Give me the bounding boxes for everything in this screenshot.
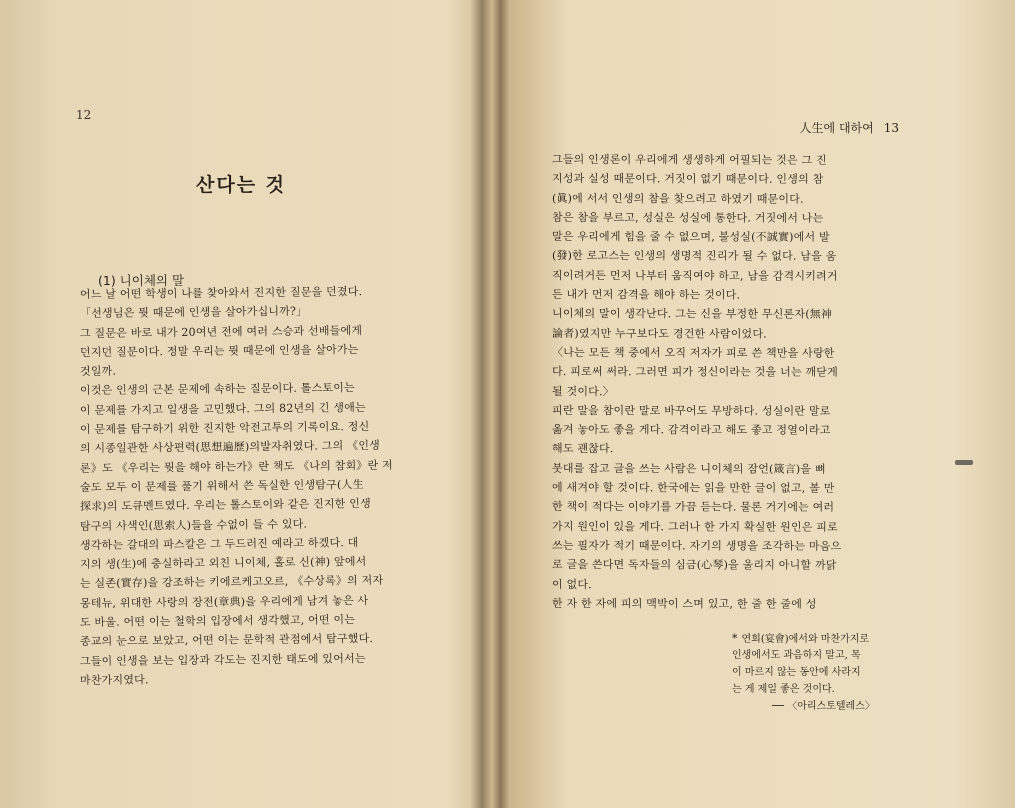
text-line: 직이려거든 먼저 나부터 움직여야 하고, 남을 감격시키려거 (551, 268, 838, 283)
section-heading: (1) 니이체의 말 (98, 273, 185, 288)
text-line: 論者)였지만 누구보다도 경건한 사람이었다. (551, 326, 767, 341)
footnote-quote (732, 630, 932, 715)
text-line: 종교의 눈으로 보았고, 어떤 이는 문학적 관점에서 탐구했다. (79, 632, 374, 649)
footnote-line: 이 마르지 않는 동안에 사라지 (732, 667, 861, 678)
text-line: 그 질문은 바로 내가 20여년 전에 여러 스승과 선배들에게 (79, 323, 363, 340)
text-line: 이 없다. (551, 577, 592, 591)
text-line: 〈나는 모든 책 중에서 오직 저자가 피로 쓴 책만을 사랑한 (551, 345, 835, 360)
text-line: 지의 생(生)에 충실하라고 외친 니이체, 홀로 신(神) 앞에서 (79, 555, 367, 572)
footnote-line: * 연회(宴會)에서와 마찬가지로 (732, 632, 870, 645)
text-line: 이것은 인생의 근본 문제에 속하는 질문이다. 톨스토이는 (79, 381, 355, 398)
text-line: 몽테뉴, 위대한 사랑의 장전(章典)을 우리에게 남겨 놓은 사 (79, 593, 369, 610)
running-head-title: 人生에 대하여 (799, 121, 874, 135)
text-line: 는 실존(實存)을 강조하는 키에르케고오르, 《수상록》의 저자 (79, 574, 384, 591)
text-line: 로 글을 쓴다면 독자들의 심금(心琴)을 울리지 아니할 까닭 (551, 558, 837, 572)
left-body-text (80, 285, 440, 690)
page-number-right: 13 (883, 121, 899, 135)
text-line: 쓰는 필자가 적기 때문이다. 자기의 생명을 조각하는 마음으 (551, 538, 842, 553)
text-line: 이 문제를 가지고 일생을 고민했다. 그의 82년의 긴 생애는 (79, 400, 366, 417)
text-line: 도 바울. 어떤 이는 철학의 입장에서 생각했고, 어떤 이는 (79, 613, 356, 630)
running-head (800, 119, 899, 136)
text-line: 「선생님은 뭣 때문에 인생을 살아가십니까?」 (79, 304, 308, 321)
chapter-title: 산다는 것 (196, 174, 287, 196)
text-line: 탐구의 사색인(思索人)들을 수없이 들 수 있다. (79, 517, 308, 533)
text-line: 니이체의 말이 생각난다. 그는 신을 부정한 무신론자(無神 (551, 307, 833, 322)
text-line: 술도 모두 이 문제를 풀기 위해서 쓴 독실한 인생탐구(人生 (79, 477, 364, 494)
text-line: 에 새겨야 할 것이다. 한국에는 읽을 만한 글이 없고, 볼 만 (551, 481, 835, 495)
text-line: 옮겨 놓아도 좋을 게다. 감격이라고 해도 좋고 정열이라고 (551, 423, 831, 437)
text-line: (眞)에 서서 인생의 참을 찾으려고 하였기 때문이다. (551, 191, 804, 206)
text-line: 말은 우리에게 힘을 줄 수 없으며, 불성실(不誠實)에서 발 (551, 230, 830, 244)
text-line: 생각하는 갈대의 파스칼은 그 두드러진 예라고 하겠다. 대 (79, 535, 359, 552)
text-line: 한 책이 적다는 이야기를 가끔 듣는다. 물론 거기에는 여러 (551, 500, 835, 515)
text-line: 론》도 《우리는 뭣을 해야 하는가》란 책도 《나의 참회》란 저 (79, 458, 393, 475)
footnote-line: 는 게 제일 좋은 것이다. (732, 684, 835, 695)
right-body-text (552, 150, 924, 613)
text-line: 가지 원인이 있을 게다. 그러나 한 가지 확실한 원인은 피로 (551, 519, 838, 534)
text-line: 마찬가지였다. (79, 673, 149, 687)
text-line: 그들의 인생론이 우리에게 생생하게 어필되는 것은 그 진 (551, 153, 827, 167)
ink-smudge (955, 460, 973, 465)
footnote-attribution: ── 〈아리스토텔레스〉 (772, 701, 875, 712)
left-page (0, 0, 478, 808)
text-line: 해도 괜찮다. (551, 442, 614, 456)
text-line: 지성과 실성 때문이다. 거짓이 없기 때문이다. 인생의 참 (551, 172, 824, 187)
text-line: 든 내가 먼저 감격을 해야 하는 것이다. (551, 288, 741, 302)
text-line: 피란 말을 참이란 말로 바꾸어도 무방하다. 성실이란 말로 (551, 403, 831, 418)
footnote-line: 인생에서도 과음하지 말고, 목 (732, 650, 861, 661)
text-line: 探求)의 도큐멘트였다. 우리는 톨스토이와 같은 진지한 인생 (79, 497, 371, 514)
text-line: 다. 피로써 써라. 그러면 피가 정신이라는 것을 너는 깨닫게 (551, 365, 838, 380)
text-line: 어느 날 어떤 학생이 나를 찾아와서 진지한 질문을 던졌다. (79, 285, 363, 301)
text-line: 것일까. (79, 364, 117, 379)
text-line: 이 문제를 탐구하기 위한 진지한 악전고투의 기록이요. 정신 (79, 420, 370, 437)
footnote-marker: * (732, 632, 738, 645)
text-line: 그들이 인생을 보는 입장과 각도는 진지한 태도에 있어서는 (79, 651, 366, 668)
text-line: 참은 참을 부르고, 성실은 성실에 통한다. 거짓에서 나는 (551, 210, 824, 225)
text-line: (發)한 로고스는 인생의 생명적 진리가 될 수 없다. 남을 움 (551, 249, 837, 264)
text-line: 던지던 질문이다. 정말 우리는 뭣 때문에 인생을 살아가는 (79, 342, 359, 359)
text-line: 한 자 한 자에 피의 맥박이 스며 있고, 한 줄 한 줄에 성 (551, 596, 817, 611)
page-number-left: 12 (76, 108, 92, 122)
right-page (486, 0, 1015, 808)
text-line: 의 시종일관한 사상편력(思想遍歷)의발자취였다. 그의 《인생 (79, 439, 381, 456)
text-line: 붓대를 잡고 글을 쓰는 사람은 니이체의 잠언(箴言)을 뼈 (551, 461, 826, 476)
text-line: 될 것이다.〉 (551, 384, 614, 398)
